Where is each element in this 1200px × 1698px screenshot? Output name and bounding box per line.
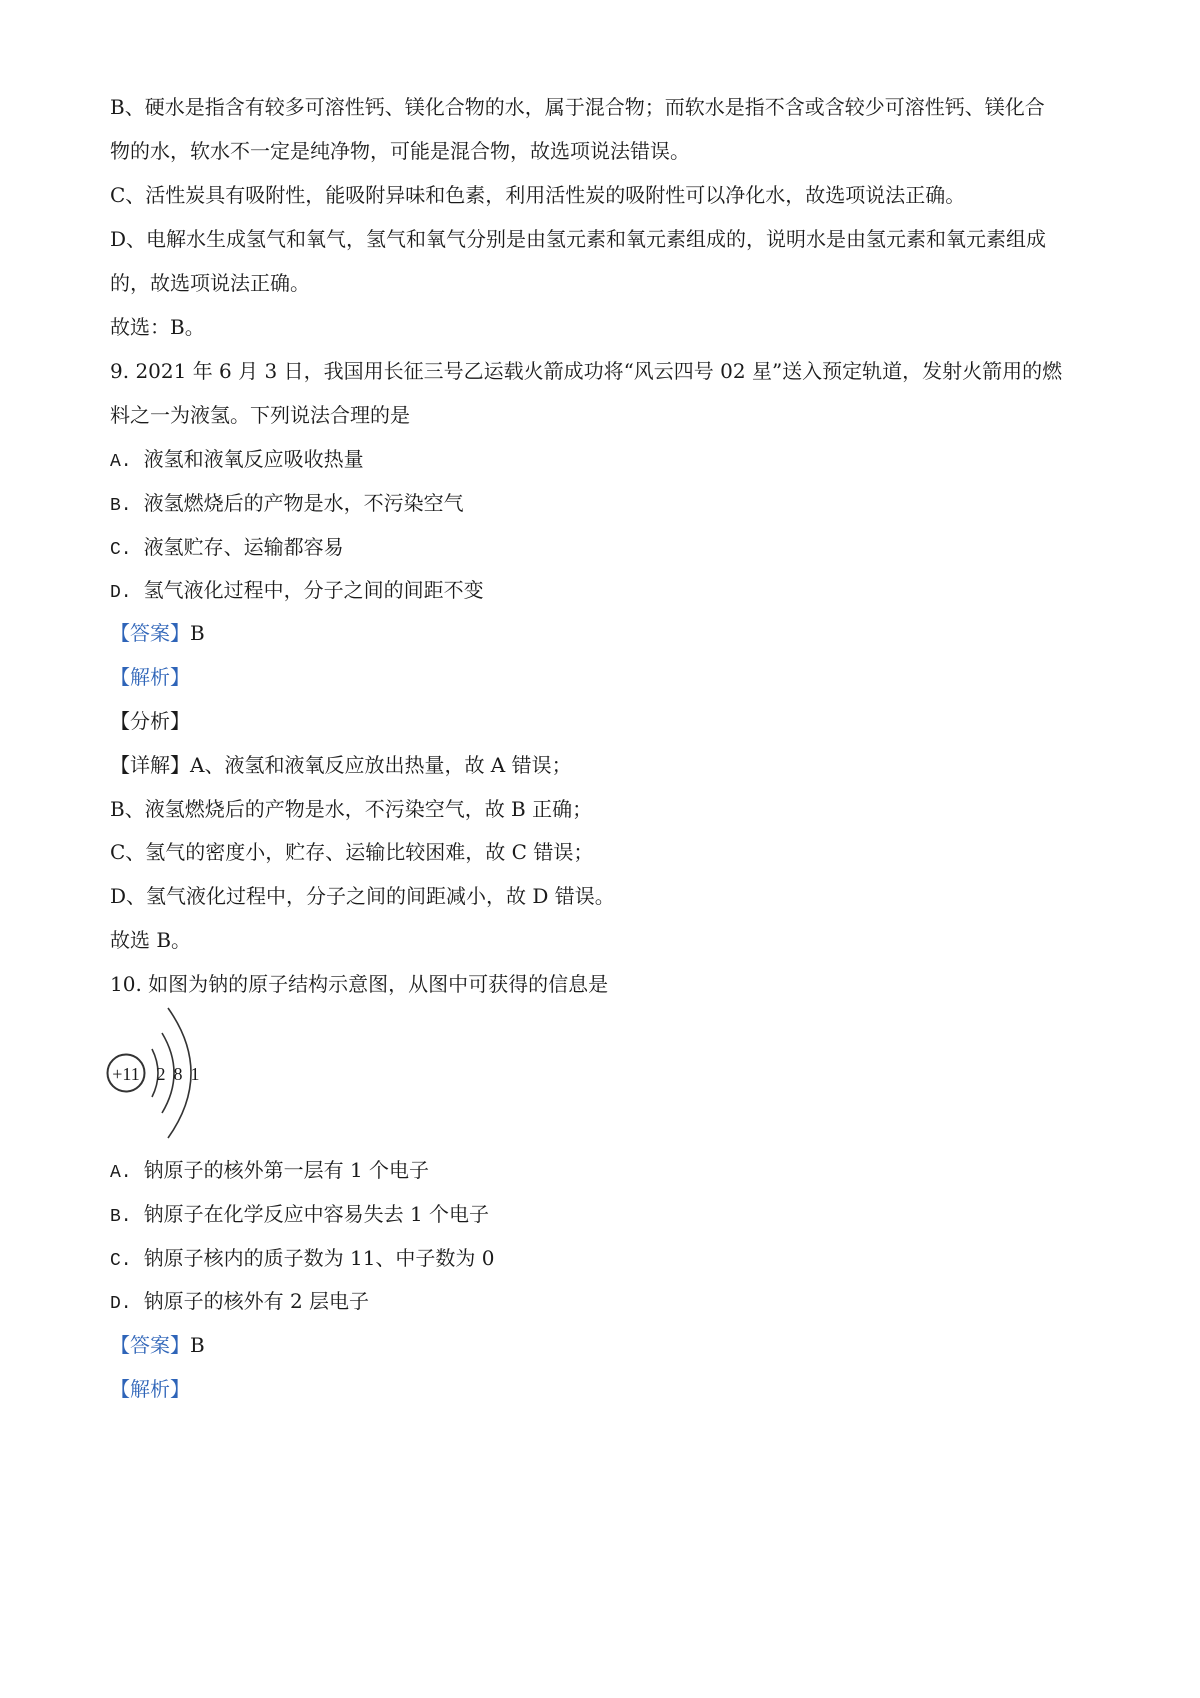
shell-1-electrons: 2 <box>156 1064 166 1084</box>
detail-text: A、液氢和液氧反应放出热量，故 A 错误； <box>190 753 572 777</box>
q9-detail-b: B、液氢燃烧后的产物是水，不污染空气，故 B 正确； <box>110 797 593 821</box>
q9-analysis-tag: 【解析】 <box>110 665 190 689</box>
solution-d-line1: D、电解水生成氢气和氧气，氢气和氧气分别是由氢元素和氧元素组成的，说明水是由氢元素和氧元素组成 <box>110 227 1047 251</box>
q9-detail-c: C、氢气的密度小，贮存、运输比较困难，故 C 错误； <box>110 840 594 864</box>
q10-option-a <box>110 1158 429 1185</box>
solution-c: C、活性炭具有吸附性，能吸附异味和色素，利用活性炭的吸附性可以净化水，故选项说法正确。 <box>110 183 966 207</box>
option-text: 氢气液化过程中，分子之间的间距不变 <box>143 578 484 602</box>
nucleus-charge: +11 <box>112 1064 140 1084</box>
q10-answer <box>110 1333 205 1357</box>
option-text: 钠原子的核外有 2 层电子 <box>143 1289 370 1313</box>
q10-option-c <box>110 1246 495 1273</box>
option-letter: D. <box>110 583 132 603</box>
q10-analysis-tag: 【解析】 <box>110 1377 190 1401</box>
option-text: 钠原子核内的质子数为 11、中子数为 0 <box>143 1246 495 1270</box>
solution-b-line2: 物的水，软水不一定是纯净物，可能是混合物，故选项说法错误。 <box>110 139 690 163</box>
shell-2-electrons: 8 <box>173 1064 183 1084</box>
answer-value: B <box>190 621 205 645</box>
answer-tag: 【答案】 <box>110 1333 190 1357</box>
option-letter: B. <box>110 1207 132 1227</box>
q9-option-d <box>110 578 484 605</box>
q9-option-a <box>110 447 364 474</box>
q9-option-c <box>110 535 344 562</box>
q9-option-b <box>110 491 464 518</box>
option-text: 钠原子的核外第一层有 1 个电子 <box>143 1158 430 1182</box>
q10-option-d <box>110 1289 369 1316</box>
option-text: 钠原子在化学反应中容易失去 1 个电子 <box>143 1202 490 1226</box>
q9-detail-a <box>110 753 572 777</box>
option-text: 液氢燃烧后的产物是水，不污染空气 <box>143 491 464 515</box>
option-letter: A. <box>110 452 132 472</box>
option-letter: B. <box>110 496 132 516</box>
q9-stem-line2: 料之一为液氢。下列说法合理的是 <box>110 403 410 427</box>
q9-choice: 故选 B。 <box>110 928 192 952</box>
option-letter: C. <box>110 540 132 560</box>
option-letter: A. <box>110 1163 132 1183</box>
q10-stem: 10. 如图为钠的原子结构示意图，从图中可获得的信息是 <box>110 972 609 996</box>
solution-b-line1: B、硬水是指含有较多可溶性钙、镁化合物的水，属于混合物；而软水是指不含或含较少可溶性钙、镁化合 <box>110 95 1045 119</box>
answer-value: B <box>190 1333 205 1357</box>
q9-fenxi-tag: 【分析】 <box>110 709 190 733</box>
option-letter: C. <box>110 1251 132 1271</box>
q9-stem-line1: 9. 2021 年 6 月 3 日，我国用长征三号乙运载火箭成功将“风云四号 02 星”送入预定轨道，发射火箭用的燃 <box>110 359 1063 383</box>
q9-detail-d: D、氢气液化过程中，分子之间的间距减小，故 D 错误。 <box>110 884 615 908</box>
q9-answer <box>110 621 205 645</box>
option-letter: D. <box>110 1294 132 1314</box>
detail-tag: 【详解】 <box>110 753 190 777</box>
q10-option-b <box>110 1202 489 1229</box>
answer-tag: 【答案】 <box>110 621 190 645</box>
option-text: 液氢贮存、运输都容易 <box>143 535 344 559</box>
sodium-atom-structure-diagram <box>100 1003 230 1143</box>
shell-3-electrons: 1 <box>190 1064 200 1084</box>
solution-choice: 故选：B。 <box>110 315 205 339</box>
solution-d-line2: 的，故选项说法正确。 <box>110 271 310 295</box>
option-text: 液氢和液氧反应吸收热量 <box>143 447 364 471</box>
